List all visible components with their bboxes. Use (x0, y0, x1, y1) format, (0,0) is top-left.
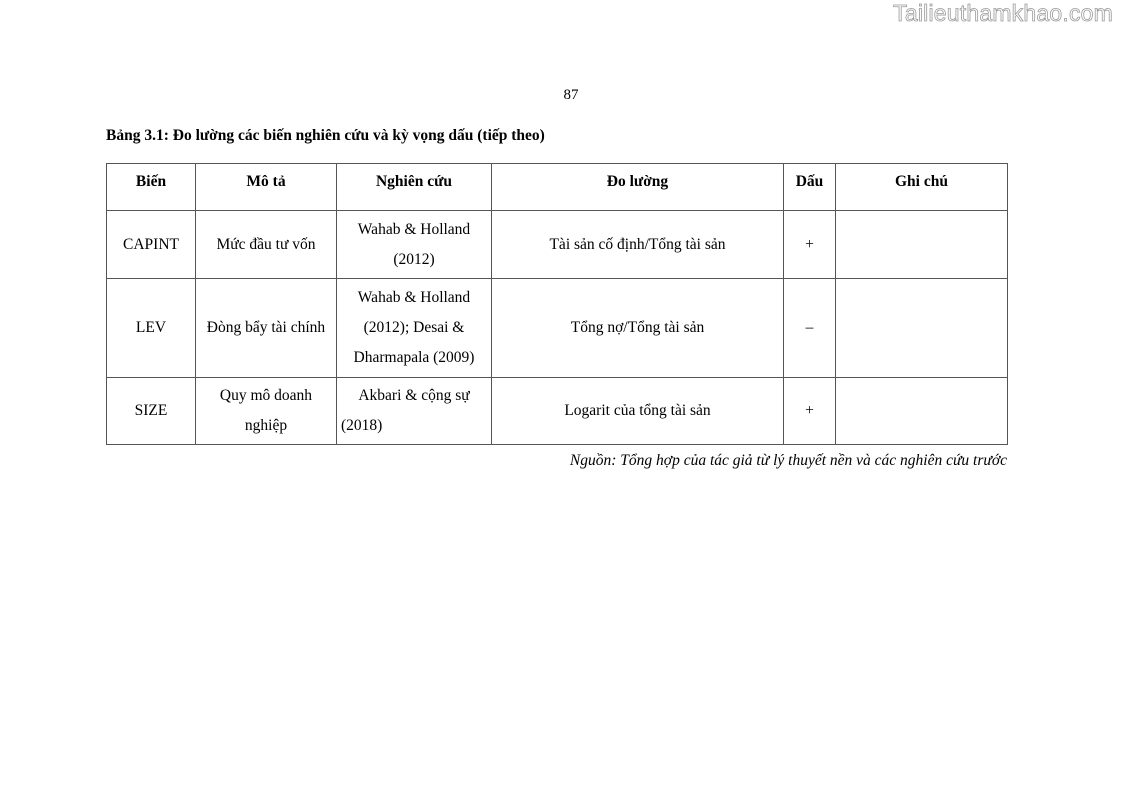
column-header: Dấu (784, 164, 836, 211)
watermark: Tailieuthamkhao.com (893, 0, 1113, 26)
table-cell: + (784, 211, 836, 279)
table-row (107, 279, 1008, 378)
column-header: Đo lường (492, 164, 784, 211)
table-cell: Quy mô doanh nghiệp (196, 378, 337, 445)
table-cell: Mức đầu tư vốn (196, 211, 337, 279)
table-cell (836, 378, 1008, 445)
table-cell: CAPINT (107, 211, 196, 279)
column-header: Biến (107, 164, 196, 211)
table-cell (836, 211, 1008, 279)
source-note: Nguồn: Tổng hợp của tác giả từ lý thuyết nền và các nghiên cứu trước (569, 452, 1007, 469)
table-cell: – (784, 279, 836, 378)
table-cell: Wahab & Holland (2012) (337, 211, 492, 279)
table-cell: Logarit của tổng tài sản (492, 378, 784, 445)
data-table (106, 163, 1008, 445)
table-cell: Wahab & Holland (2012); Desai & Dharmapala (2009) (337, 279, 492, 378)
table-cell (836, 279, 1008, 378)
table-cell: LEV (107, 279, 196, 378)
table-cell: Tổng nợ/Tổng tài sản (492, 279, 784, 378)
table-cell: + (784, 378, 836, 445)
table-row (107, 378, 1008, 445)
column-header: Nghiên cứu (337, 164, 492, 211)
table-cell: SIZE (107, 378, 196, 445)
column-header: Ghi chú (836, 164, 1008, 211)
table-header-row (107, 164, 1008, 211)
table-caption: Bảng 3.1: Đo lường các biến nghiên cứu và kỳ vọng dấu (tiếp theo) (106, 127, 545, 144)
column-header: Mô tả (196, 164, 337, 211)
page-number: 87 (563, 87, 579, 103)
table-cell: Đòng bẩy tài chính (196, 279, 337, 378)
table-row (107, 211, 1008, 279)
table-cell: Tài sản cố định/Tổng tài sản (492, 211, 784, 279)
table-cell: Akbari & cộng sự (2018) (337, 378, 492, 445)
